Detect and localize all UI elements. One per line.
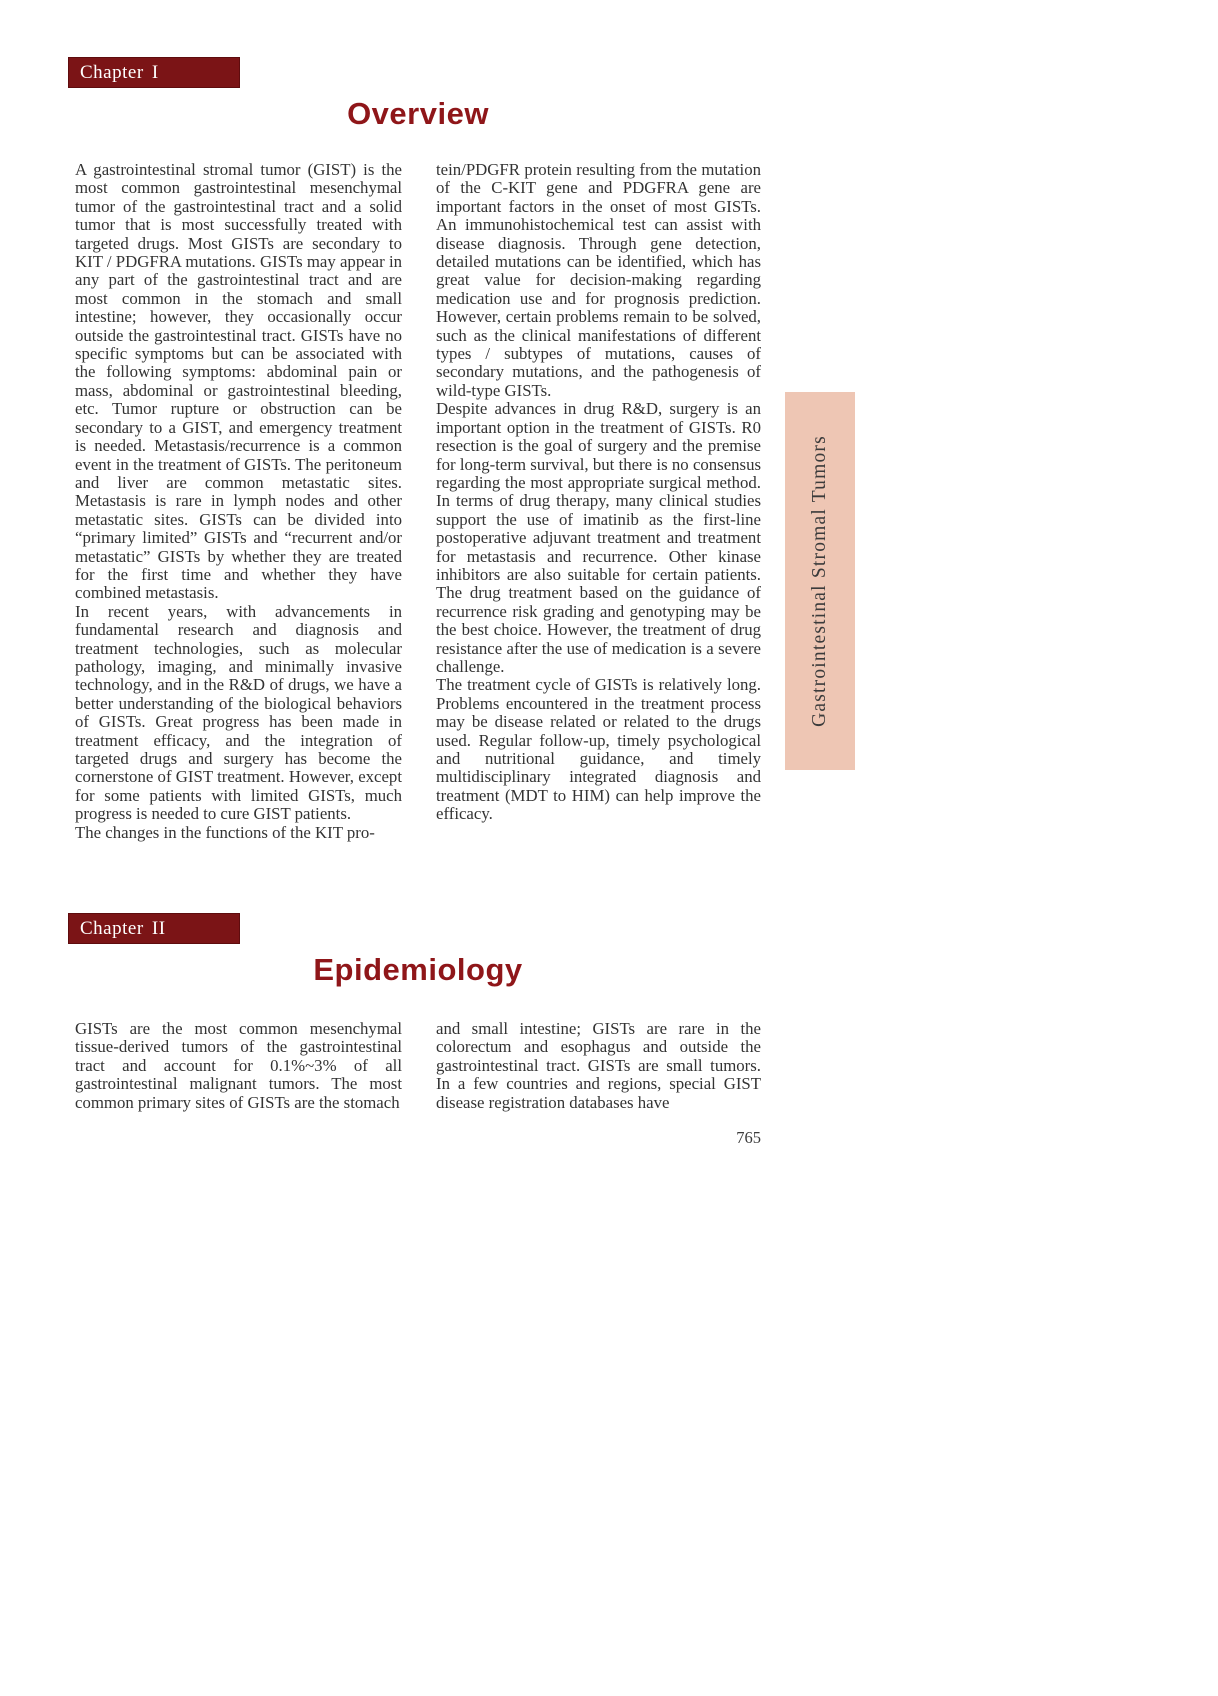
section-thumb-tab-label: Gastrointestinal Stromal Tumors bbox=[809, 435, 830, 727]
paragraph: GISTs are the most common mesenchymal tissue-derived tumors of the gastrointestinal tract and account for 0.1%~3% of all gastrointestinal malignant tumors. The most common primary sites of GISTs are the stomach bbox=[75, 1019, 402, 1112]
chapter-1-title: Overview bbox=[347, 96, 489, 131]
section-thumb-tab bbox=[785, 392, 855, 770]
paragraph: tein/PDGFR protein resulting from the mutation of the C-KIT gene and PDGFRA gene are important factors in the onset of most GISTs. An immunohistochemical test can assist with disease diagnosis. Through gene detection, detailed mutations can be identified, which has great value for decision-making regarding medication use and for prognosis prediction. However, certain problems remain to be solved, such as the clinical manifestations of different types / subtypes of mutations, causes of secondary mutations, and the pathogenesis of wild-type GISTs. bbox=[436, 160, 761, 400]
page-number: 765 bbox=[736, 1128, 761, 1147]
chapter-2-badge: Chapter II bbox=[68, 913, 240, 944]
chapter-1-column-right bbox=[436, 161, 761, 824]
paragraph: The treatment cycle of GISTs is relatively long. Problems encountered in the treatment process may be disease related or related to the drugs used. Regular follow-up, timely psychological and nutritional guidance, and timely multidisciplinary integrated diagnosis and treatment (MDT to HIM) can help improve the efficacy. bbox=[436, 675, 761, 824]
paragraph: Despite advances in drug R&D, surgery is an important option in the treatment of GISTs. R0 resection is the goal of surgery and the premise for long-term survival, but there is no consensus regarding the most appropriate surgical method. In terms of drug therapy, many clinical studies support the use of imatinib as the first-line postoperative adjuvant treatment and treatment for metastasis and recurrence. Other kinase inhibitors are also suitable for certain patients. The drug treatment based on the guidance of recurrence risk grading and genotyping may be the best choice. However, the treatment of drug resistance after the use of medication is a severe challenge. bbox=[436, 399, 761, 676]
paragraph: In recent years, with advancements in fundamental research and diagnosis and treatment technologies, such as molecular pathology, imaging, and minimally invasive technology, and in the R&D of drugs, we have a better understanding of the biological behaviors of GISTs. Great progress has been made in treatment efficacy, and the integration of targeted drugs and surgery has become the cornerstone of GIST treatment. However, except for some patients with limited GISTs, much progress is needed to cure GIST patients. bbox=[75, 601, 402, 824]
paragraph: and small intestine; GISTs are rare in the colorectum and esophagus and outside the gastrointestinal tract. GISTs are small tumors. In a few countries and regions, special GIST disease registration databases have bbox=[436, 1019, 761, 1112]
paragraph: The changes in the functions of the KIT pro- bbox=[75, 822, 375, 842]
chapter-1-badge: Chapter I bbox=[68, 57, 240, 88]
paragraph: A gastrointestinal stromal tumor (GIST) is the most common gastrointestinal mesenchymal tumor of the gastrointestinal tract and a solid tumor that is most successfully treated with targeted drugs. Most GISTs are secondary to KIT / PDGFRA mutations. GISTs may appear in any part of the gastrointestinal tract and are most common in the stomach and small intestine; however, they occasionally occur outside the gastrointestinal tract. GISTs have no specific symptoms but can be associated with the following symptoms: abdominal pain or mass, abdominal or gastrointestinal bleeding, etc. Tumor rupture or obstruction can be secondary to a GIST, and emergency treatment is needed. Metastasis/recurrence is a common event in the treatment of GISTs. The peritoneum and liver are common metastatic sites. Metastasis is rare in lymph nodes and other metastatic sites. GISTs can be divided into “primary limited” GISTs and “recurrent and/or metastatic” GISTs by whether they are treated for the first time and whether they have combined metastasis. bbox=[75, 160, 402, 603]
chapter-2-title: Epidemiology bbox=[313, 952, 523, 987]
chapter-2-column-left bbox=[75, 1020, 402, 1112]
chapter-2-column-right bbox=[436, 1020, 761, 1112]
chapter-1-column-left bbox=[75, 161, 402, 842]
